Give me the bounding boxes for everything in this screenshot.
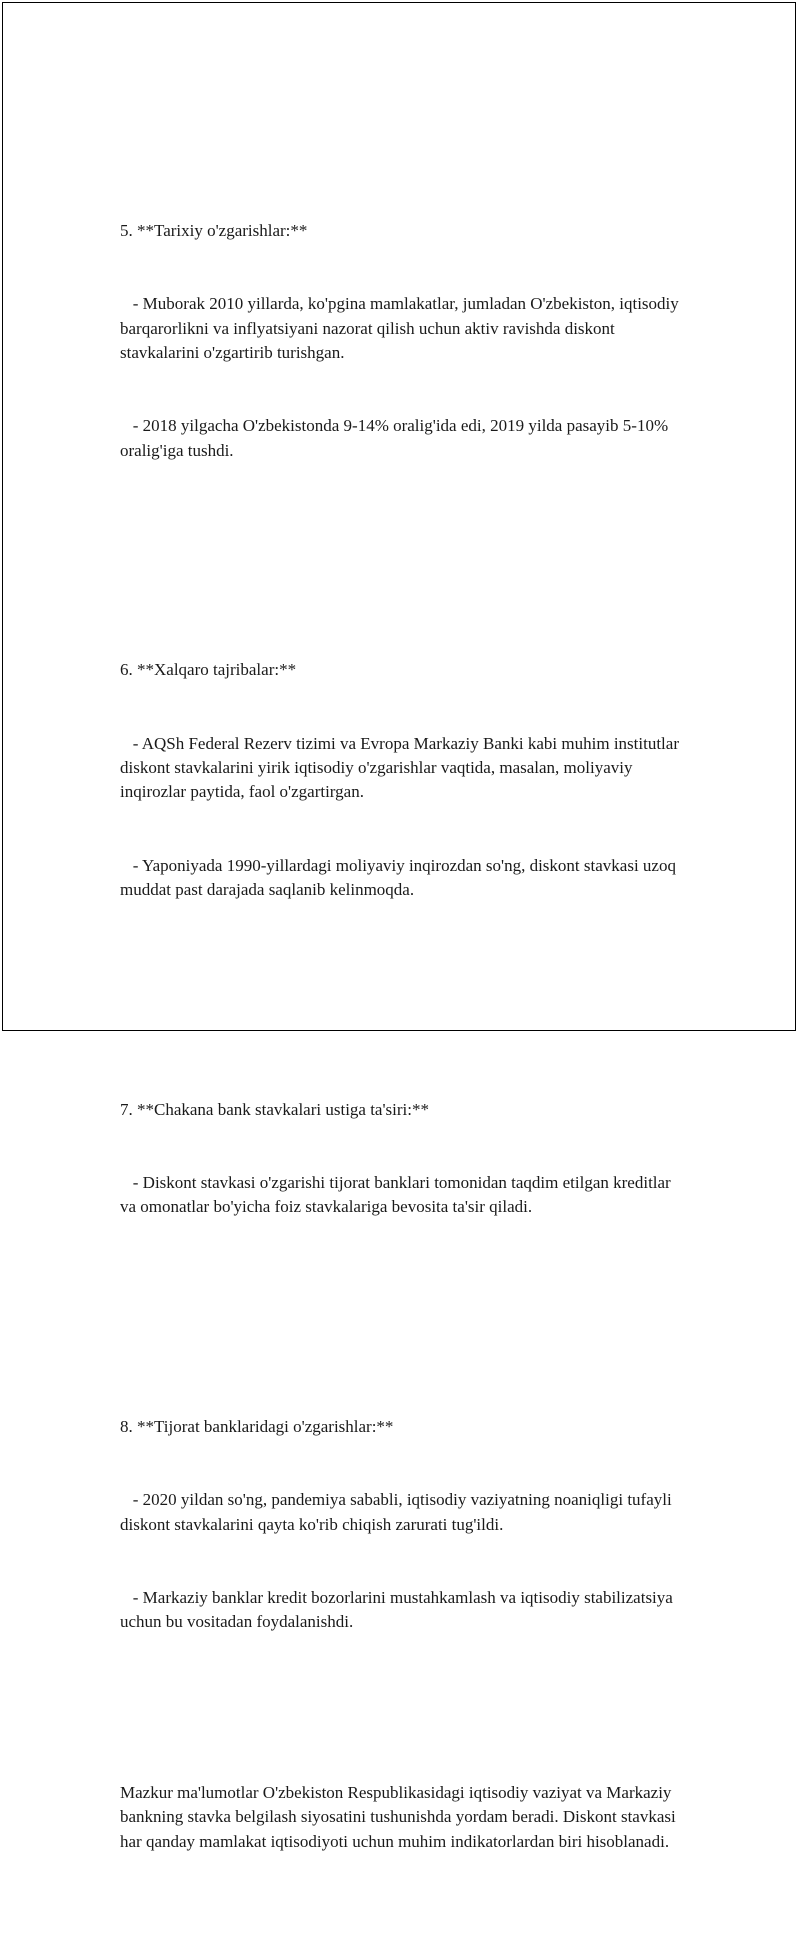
document-page [2, 2, 796, 1851]
document-body [120, 97, 690, 1952]
section-bullet: - 2018 yilgacha O'zbekistonda 9-14% oralig'ida edi, 2019 yilda pasayib 5-10% oralig'iga tushdi. [120, 416, 673, 460]
section-heading: 5. **Tarixiy o'zgarishlar:** [120, 221, 308, 241]
section-bullet: - AQSh Federal Rezerv tizimi va Evropa Markaziy Banki kabi muhim institutlar diskont stavkalarini yirik iqtisodiy o'zgarishlar vaqtida, masalan, moliyaviy inqirozlar paytida, faol o'zgartirgan. [120, 733, 684, 802]
section-bullet: - 2020 yildan so'ng, pandemiya sababli, iqtisodiy vaziyatning noaniqligi tufayli diskont stavkalarini qayta ko'rib chiqish zarurati tug'ildi. [120, 1490, 676, 1534]
section-heading: 7. **Chakana bank stavkalari ustiga ta'siri:** [120, 1099, 429, 1119]
section-commercial-bank-changes [120, 1366, 690, 1683]
section-heading: 8. **Tijorat banklaridagi o'zgarishlar:** [120, 1416, 394, 1436]
section-retail-bank-rates [120, 1049, 690, 1269]
section-bullet: - Diskont stavkasi o'zgarishi tijorat banklari tomonidan taqdim etilgan kreditlar va omonatlar bo'yicha foiz stavkalariga bevosita ta'sir qiladi. [120, 1172, 675, 1217]
section-bullet: - Yaponiyada 1990-yillardagi moliyaviy inqirozdan so'ng, diskont stavkasi uzoq muddat past darajada saqlanib kelinmoqda. [120, 855, 681, 899]
section-bullet: - Muborak 2010 yillarda, ko'pgina mamlakatlar, jumladan O'zbekiston, iqtisodiy barqarorlikni va inflyatsiyani nazorat qilish uchun aktiv ravishda diskont stavkalarini o'zgartirib turishgan. [120, 294, 684, 363]
section-bullet: - Markaziy banklar kredit bozorlarini mustahkamlash va iqtisodiy stabilizatsiya uchun bu vositadan foydalanishdi. [120, 1587, 678, 1632]
section-international-experience [120, 610, 690, 952]
section-heading: 6. **Xalqaro tajribalar:** [120, 660, 297, 680]
section-historical-changes [120, 170, 690, 512]
closing-paragraph: Mazkur ma'lumotlar O'zbekiston Respublikasidagi iqtisodiy vaziyat va Markaziy bankning stavka belgilash siyosatini tushunishda yordam beradi. Diskont stavkasi har qanday mamlakat iqtisodiyoti uchun muhim indikatorlardan biri hisoblanadi. [120, 1782, 680, 1851]
